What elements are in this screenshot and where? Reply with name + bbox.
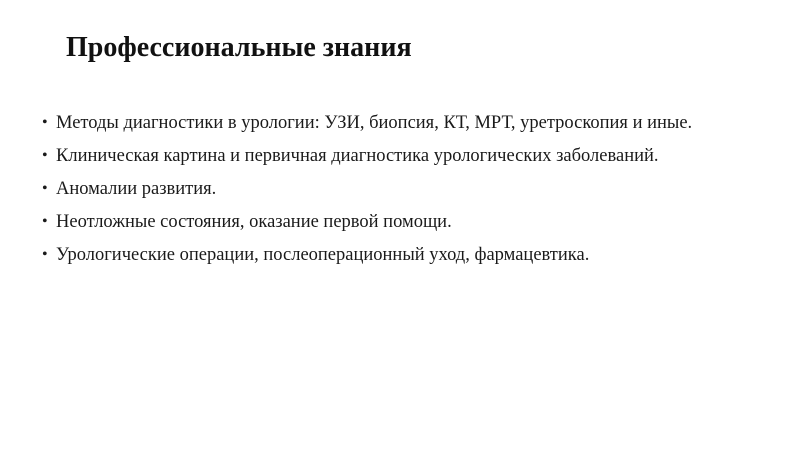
bullet-dot: • [42,180,48,197]
slide-title: Профессиональные знания [66,32,412,63]
bullet-item-clinical-picture [40,144,760,168]
bullet-item-emergency [40,210,760,234]
bullet-item-operations [40,243,760,267]
bullet-text: Клиническая картина и первичная диагностика урологических заболеваний. [56,146,659,166]
bullet-dot: • [42,147,48,164]
bullet-item-diagnostics [40,111,760,135]
bullet-text: Неотложные состояния, оказание первой помощи. [56,212,452,232]
bullet-text: Урологические операции, послеоперационный уход, фармацевтика. [56,245,590,265]
bullet-item-anomalies [40,177,760,201]
bullet-dot: • [42,246,48,263]
bullet-dot: • [42,114,48,131]
bullet-list [40,111,760,276]
bullet-text: Аномалии развития. [56,179,217,199]
bullet-dot: • [42,213,48,230]
bullet-text: Методы диагностики в урологии: УЗИ, биопсия, КТ, МРТ, уретроскопия и иные. [56,113,693,133]
